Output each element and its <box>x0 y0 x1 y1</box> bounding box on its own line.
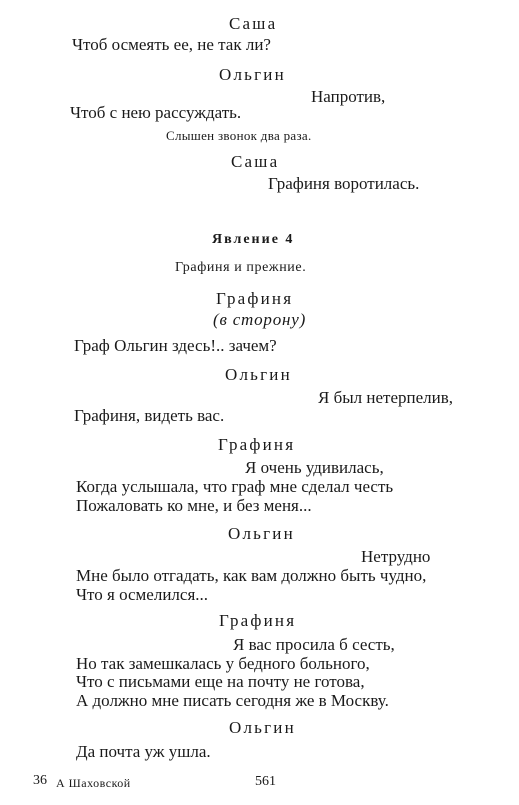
verse-line: Чтоб с нею рассуждать. <box>70 103 242 122</box>
page-number: 561 <box>255 774 276 789</box>
verse-line: Чтоб осмеять ее, не так ли? <box>72 35 271 54</box>
verse-line: Я вас просила б сесть, <box>233 635 395 654</box>
verse-line: Да почта уж ушла. <box>76 742 211 761</box>
verse-line: Я был нетерпелив, <box>318 388 454 407</box>
verse-line: Граф Ольгин здесь!.. зачем? <box>74 336 277 355</box>
verse-line: Нетрудно <box>361 547 431 566</box>
verse-line: Мне было отгадать, как вам должно быть чудно, <box>76 566 427 585</box>
sheet-number: 36 <box>33 773 47 788</box>
verse-line: Но так замешкалась у бедного больного, <box>76 654 370 673</box>
speaker-name: Ольгин <box>219 65 286 84</box>
verse-line: Что с письмами еще на почту не готова, <box>76 672 365 691</box>
verse-line: А должно мне писать сегодня же в Москву. <box>76 691 389 710</box>
verse-line: Графиня, видеть вас. <box>74 406 225 425</box>
verse-line: Пожаловать ко мне, и без меня... <box>76 496 312 515</box>
verse-line: Когда услышала, что граф мне сделал честь <box>76 477 394 496</box>
speaker-name: Саша <box>231 152 280 171</box>
author-signature: А Шаховской <box>56 776 131 790</box>
stage-direction: Слышен звонок два раза. <box>166 128 312 143</box>
scene-title: Явление 4 <box>212 232 295 247</box>
speaker-name: Ольгин <box>229 718 296 737</box>
speaker-name: Графиня <box>219 611 297 630</box>
verse-line: Я очень удивилась, <box>245 458 384 477</box>
stage-aside: (в сторону) <box>213 310 307 329</box>
speaker-name: Саша <box>229 14 278 33</box>
verse-line: Что я осмелился... <box>76 585 209 604</box>
speaker-name: Графиня <box>218 435 296 454</box>
verse-line: Графиня воротилась. <box>268 174 420 193</box>
verse-line: Напротив, <box>311 87 386 106</box>
speaker-name: Ольгин <box>225 365 292 384</box>
speaker-name: Ольгин <box>228 524 295 543</box>
speaker-name: Графиня <box>216 289 294 308</box>
scene-subtitle: Графиня и прежние. <box>175 260 307 275</box>
